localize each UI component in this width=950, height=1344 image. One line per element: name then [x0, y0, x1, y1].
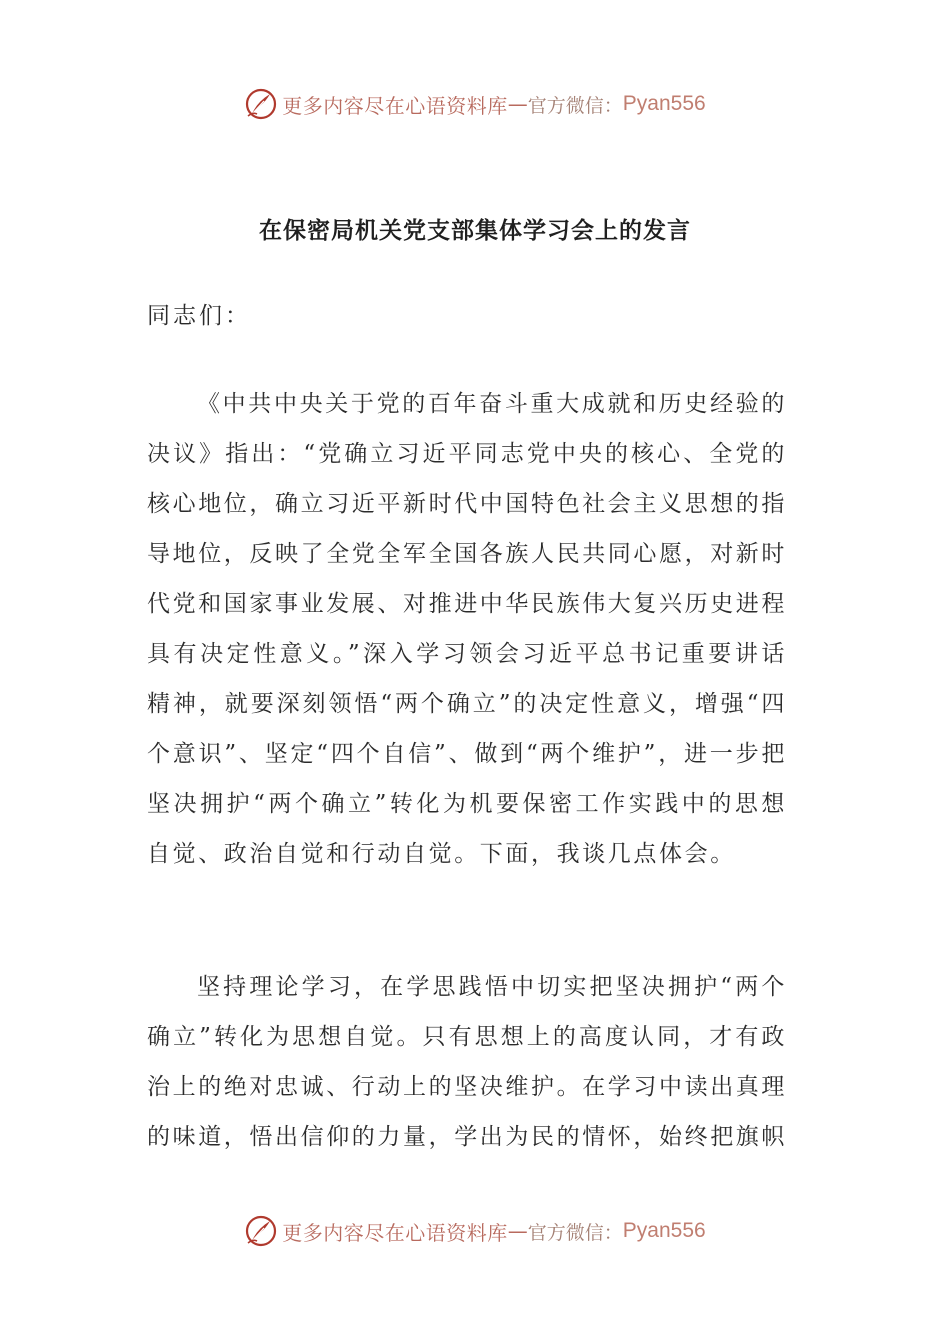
- promo-text: 更多内容尽在心语资料库: [282, 93, 508, 118]
- footer-banner: [0, 1211, 950, 1251]
- salutation: 同志们：: [147, 303, 251, 329]
- wechat-label: 官方微信：: [527, 94, 623, 117]
- quill-pen-logo-icon: [244, 1214, 278, 1248]
- wechat-id: Pyan556: [622, 1219, 706, 1242]
- promo-text: 更多内容尽在心语资料库: [282, 1220, 508, 1245]
- banner-separator: —: [507, 92, 528, 116]
- quill-pen-logo-icon: [244, 87, 278, 121]
- body-paragraph: 坚持理论学习，在学思践悟中切实把坚决拥护“两个确立”转化为思想自觉。只有思想上的高度认同，才有政治上的绝对忠诚、行动上的坚决维护。在学习中读出真理的味道，悟出信仰的力量，学出为民的情怀，始终把旗帜: [147, 974, 787, 1150]
- wechat-label: 官方微信：: [527, 1221, 623, 1244]
- header-banner: [0, 84, 950, 124]
- document-title: 在保密局机关党支部集体学习会上的发言: [259, 218, 691, 244]
- body-paragraph: 《中共中央关于党的百年奋斗重大成就和历史经验的决议》指出：“党确立习近平同志党中央的核心、全党的核心地位，确立习近平新时代中国特色社会主义思想的指导地位，反映了全党全军全国各族人民共同心愿，对新时代党和国家事业发展、对推进中华民族伟大复兴历史进程具有决定性意义。”深入学习领会习近平总书记重要讲话精神，就要深刻领悟“两个确立”的决定性意义，增强“四个意识”、坚定“四个自信”、做到“两个维护”，进一步把坚决拥护“两个确立”转化为机要保密工作实践中的思想自觉、政治自觉和行动自觉。下面，我谈几点体会。: [147, 391, 787, 867]
- banner-separator: —: [507, 1219, 528, 1243]
- wechat-id: Pyan556: [622, 92, 706, 115]
